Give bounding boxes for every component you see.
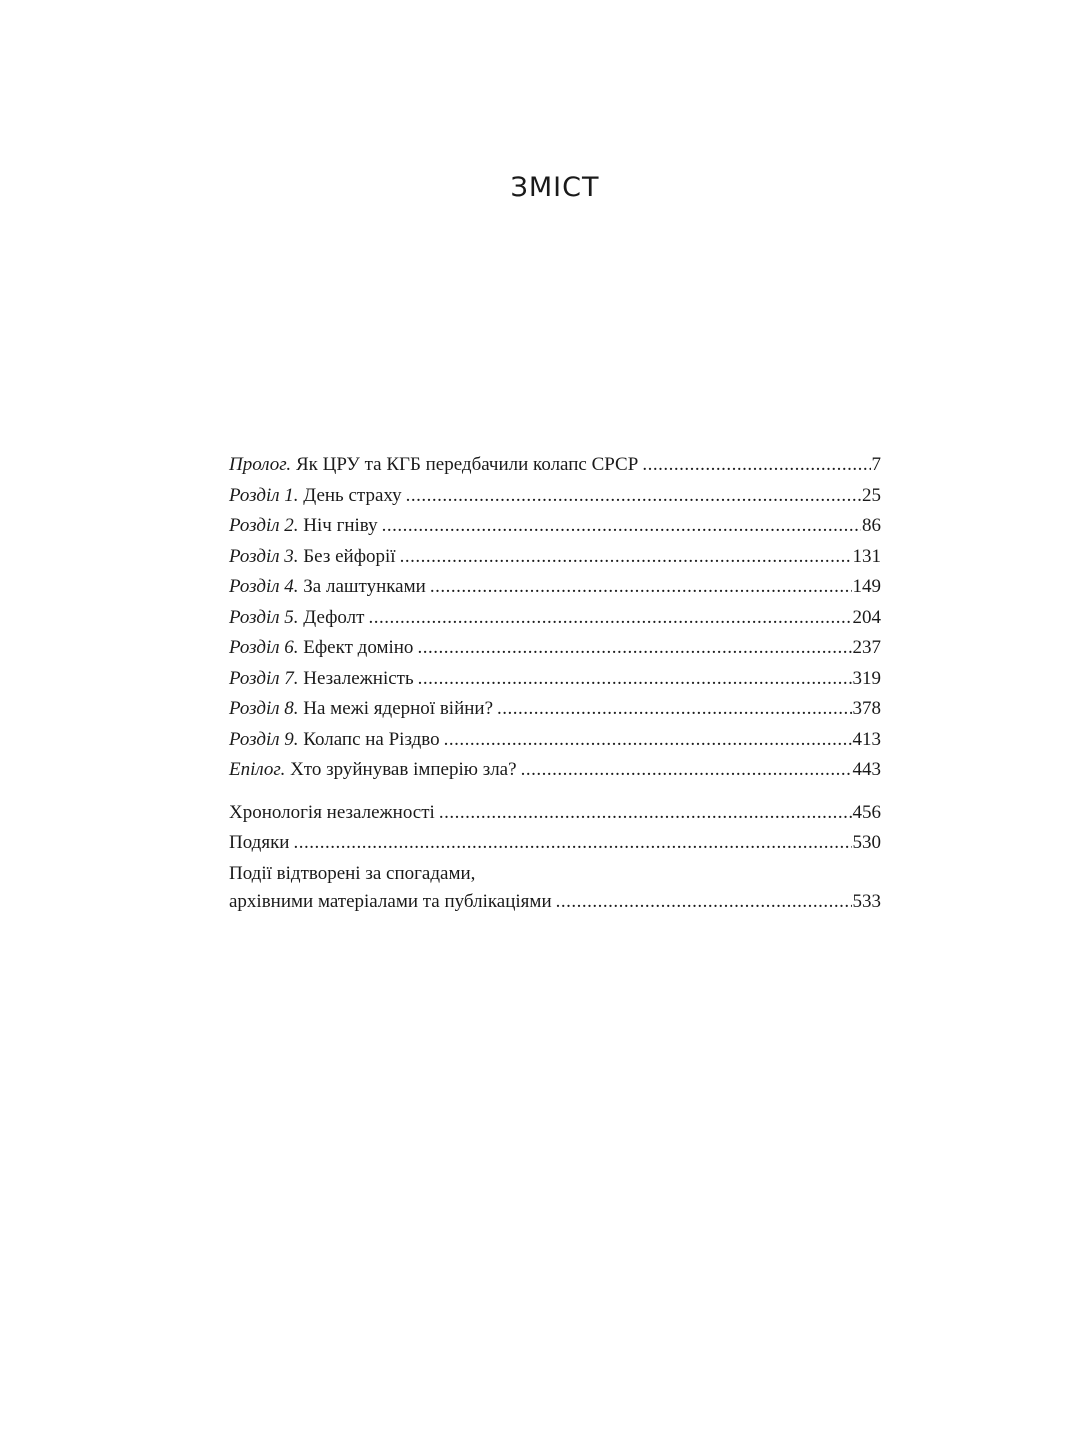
toc-chapter-list <box>229 450 881 786</box>
toc-entry <box>229 664 881 695</box>
toc-entry-title-line2: архівними матеріалами та публікаціями <box>229 891 552 912</box>
toc-page-number: 86 <box>862 515 881 536</box>
toc-page-number: 456 <box>852 801 881 823</box>
toc-entry-title: Хронологія незалежності <box>229 801 435 823</box>
toc-entry <box>229 572 881 603</box>
dot-leader <box>418 664 852 695</box>
toc-entry-label <box>229 755 521 786</box>
toc-entry-title: Ніч гніву <box>303 515 378 536</box>
dot-leader <box>400 542 852 573</box>
toc-entry-title: За лаштунками <box>303 576 426 597</box>
toc-page-number: 149 <box>852 576 881 597</box>
toc-entry-row <box>229 889 881 915</box>
toc-page-number: 7 <box>871 454 881 475</box>
toc-entry <box>229 798 881 829</box>
toc-entry <box>229 725 881 756</box>
toc-entry <box>229 481 881 512</box>
toc-entry-title-line1: Події відтворені за спогадами, <box>229 862 476 884</box>
toc-entry-title: Колапс на Різдво <box>303 728 440 750</box>
toc-entry-title: Хто зруйнував імперію зла? <box>290 759 517 780</box>
dot-leader <box>439 798 852 829</box>
toc-entry <box>229 450 881 481</box>
dot-leader <box>642 450 870 481</box>
toc-entry-label <box>229 664 418 695</box>
toc-entry-label <box>229 694 497 725</box>
toc-page-number: 413 <box>852 728 881 750</box>
toc-entry-prefix: Розділ 2. <box>229 515 299 536</box>
toc-entry <box>229 603 881 634</box>
dot-leader <box>556 889 852 915</box>
toc-entry-label <box>229 603 368 634</box>
toc-entry-prefix: Розділ 5. <box>229 606 299 628</box>
toc-entry-sources <box>229 859 881 916</box>
toc-entry <box>229 694 881 725</box>
toc-spacer <box>229 786 881 798</box>
dot-leader <box>430 572 852 603</box>
toc-page-number: 530 <box>852 832 881 853</box>
table-of-contents <box>229 450 881 915</box>
toc-entry-prefix: Розділ 4. <box>229 576 299 597</box>
toc-entry <box>229 828 881 859</box>
toc-entry-prefix: Розділ 9. <box>229 728 299 750</box>
toc-entry-title: Дефолт <box>303 606 365 628</box>
toc-entry-title: На межі ядерної війни? <box>303 698 494 719</box>
toc-entry-prefix: Розділ 1. <box>229 484 299 506</box>
dot-leader <box>417 633 851 664</box>
toc-entry-label <box>229 450 642 481</box>
toc-entry-title: Подяки <box>229 832 290 853</box>
dot-leader <box>406 481 861 512</box>
toc-appendix-list <box>229 798 881 859</box>
toc-entry-label <box>229 725 444 756</box>
toc-entry <box>229 542 881 573</box>
toc-entry-label <box>229 542 400 573</box>
toc-page-number: 319 <box>852 667 881 689</box>
dot-leader <box>521 755 852 786</box>
toc-entry <box>229 633 881 664</box>
toc-entry-label <box>229 511 382 542</box>
toc-entry-prefix: Розділ 6. <box>229 637 299 658</box>
toc-page-number: 25 <box>862 484 881 506</box>
toc-entry-label <box>229 481 406 512</box>
toc-entry-prefix: Розділ 7. <box>229 667 299 689</box>
toc-page-number: 204 <box>852 606 881 628</box>
dot-leader <box>444 725 852 756</box>
toc-page-number: 533 <box>852 891 881 912</box>
toc-entry-title: Як ЦРУ та КГБ передбачили колапс СРСР <box>295 454 639 475</box>
toc-entry-prefix: Розділ 3. <box>229 545 299 567</box>
toc-page-number: 237 <box>852 637 881 658</box>
dot-leader <box>382 511 861 542</box>
toc-entry-title: Ефект доміно <box>303 637 414 658</box>
toc-page-number: 378 <box>852 698 881 719</box>
toc-entry <box>229 511 881 542</box>
toc-entry <box>229 755 881 786</box>
toc-entry-title: День страху <box>303 484 402 506</box>
toc-entry-prefix: Епілог. <box>229 759 286 780</box>
toc-entry-label <box>229 572 430 603</box>
toc-entry-prefix: Пролог. <box>229 454 292 475</box>
toc-page-number: 131 <box>852 545 881 567</box>
dot-leader <box>293 828 851 859</box>
toc-entry-prefix: Розділ 8. <box>229 698 299 719</box>
dot-leader <box>368 603 851 634</box>
toc-entry-title: Незалежність <box>303 667 414 689</box>
dot-leader <box>497 694 851 725</box>
toc-entry-title: Без ейфорії <box>303 545 396 567</box>
toc-page-number: 443 <box>852 759 881 780</box>
page-title: ЗМІСТ <box>510 172 600 203</box>
toc-entry-label <box>229 633 417 664</box>
